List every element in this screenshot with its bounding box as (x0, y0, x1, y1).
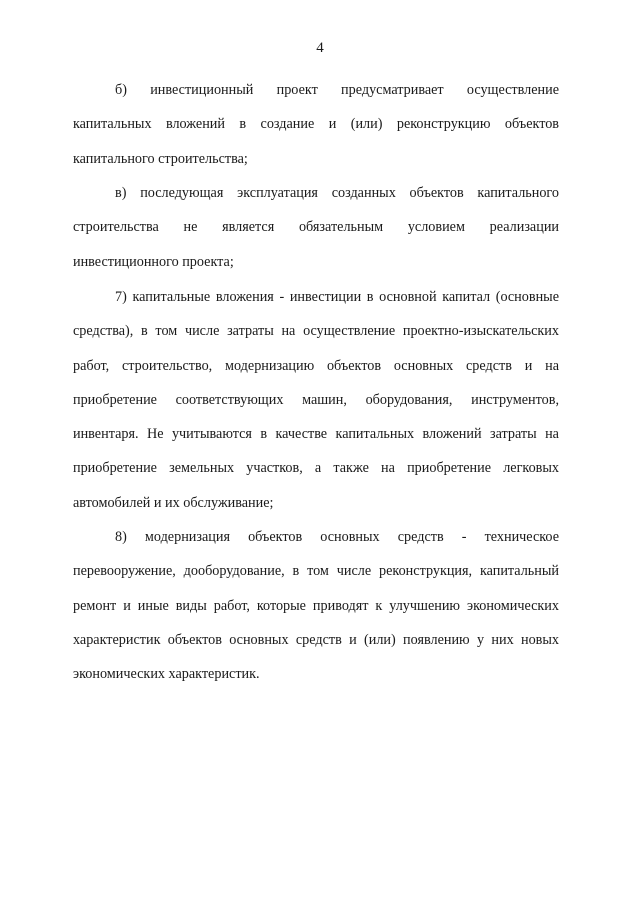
paragraph-item-8: 8) модернизация объектов основных средств - техническое перевооружение, дооборудование, в том числе реконструкция, капитальный ремонт и иные виды работ, которые приводят к улучшению экономических характеристик объектов основных средств и (или) появлению у них новых экономических характеристик. (73, 529, 559, 683)
paragraph-item-b: б) инвестиционный проект предусматривает осуществление капитальных вложений в создание и (или) реконструкцию объектов капитального строительства; (73, 82, 559, 167)
paragraph-item-7: 7) капитальные вложения - инвестиции в основной капитал (основные средства), в том числе затраты на осуществление проектно-изыскательских работ, строительство, модернизацию объектов основных средств и на приобретение соответствующих машин, оборудования, инструментов, инвентаря. Не учитываются в качестве капитальных вложений затраты на приобретение земельных участков, а также на приобретение легковых автомобилей и их обслуживание; (73, 289, 559, 511)
paragraph-item-v: в) последующая эксплуатация созданных объектов капитального строительства не является обязательным условием реализации инвестиционного проекта; (73, 185, 559, 270)
page-number: 4 (316, 40, 324, 56)
